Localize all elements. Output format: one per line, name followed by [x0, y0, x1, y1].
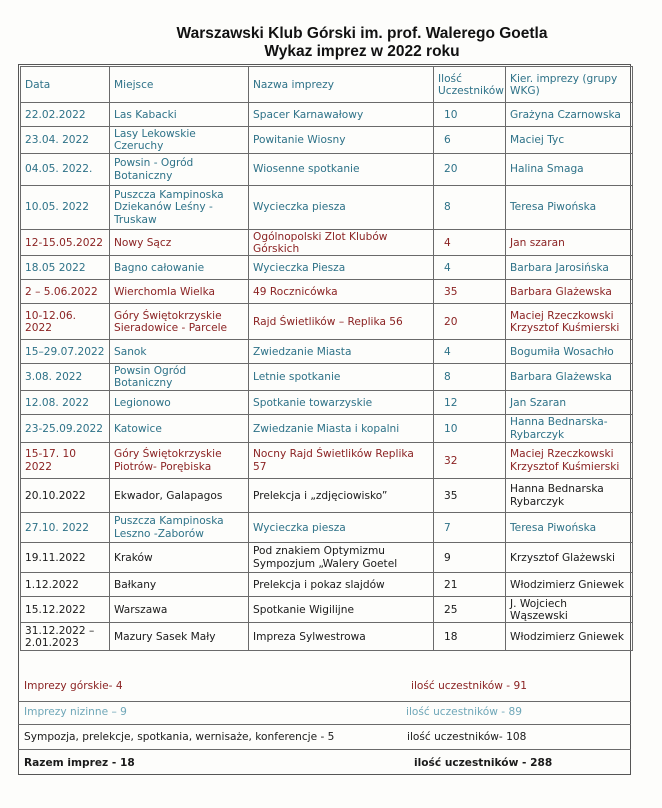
table-row: [21, 256, 633, 280]
header-leader: Kier. imprezy (grupy WKG): [506, 67, 633, 103]
event-leader: Włodzimierz Gniewek: [506, 572, 633, 596]
event-date: 1.12.2022: [21, 572, 110, 596]
table-header-row: [21, 67, 633, 103]
event-place: Góry Świętokrzyskie Piotrów- Porębiska: [110, 442, 249, 478]
event-date: 31.12.2022 – 2.01.2023: [21, 623, 110, 651]
event-date: 19.11.2022: [21, 542, 110, 572]
event-name: Rajd Świetlików – Replika 56: [249, 304, 434, 340]
event-date: 20.10.2022: [21, 478, 110, 512]
events-table: [20, 66, 633, 651]
event-name: Zwiedzanie Miasta i kopalni: [249, 414, 434, 442]
total-events-label: Razem imprez - 18: [24, 757, 135, 769]
event-leader: Halina Smaga: [506, 153, 633, 185]
event-name: Prelekcja i pokaz slajdów: [249, 572, 434, 596]
event-leader: Jan Szaran: [506, 390, 633, 414]
event-leader: Maciej Rzeczkowski Krzysztof Kuśmierski: [506, 304, 633, 340]
event-place: Góry Świętokrzyskie Sieradowice - Parcele: [110, 304, 249, 340]
event-participants: 8: [434, 185, 506, 229]
event-participants: 4: [434, 229, 506, 256]
table-row: [21, 512, 633, 542]
event-participants: 35: [434, 280, 506, 304]
table-row: [21, 185, 633, 229]
event-date: 15–29.07.2022: [21, 340, 110, 364]
summary-divider: [18, 724, 631, 725]
event-place: Powsin Ogród Botaniczny: [110, 364, 249, 391]
event-participants: 7: [434, 512, 506, 542]
mountain-participants: ilość uczestników - 91: [411, 680, 527, 692]
event-date: 10.05. 2022: [21, 185, 110, 229]
event-participants: 12: [434, 390, 506, 414]
event-place: Katowice: [110, 414, 249, 442]
table-row: [21, 542, 633, 572]
event-name: Impreza Sylwestrowa: [249, 623, 434, 651]
event-leader: Grażyna Czarnowska: [506, 103, 633, 127]
event-leader: Barbara Glażewska: [506, 364, 633, 391]
table-row: [21, 340, 633, 364]
event-leader: Teresa Piwońska: [506, 185, 633, 229]
event-leader: Jan szaran: [506, 229, 633, 256]
event-participants: 4: [434, 256, 506, 280]
mountain-events-label: Imprezy górskie- 4: [24, 680, 123, 692]
event-name: Spotkanie towarzyskie: [249, 390, 434, 414]
event-participants: 8: [434, 364, 506, 391]
table-row: [21, 414, 633, 442]
summary-divider: [18, 749, 631, 750]
event-date: 10-12.06. 2022: [21, 304, 110, 340]
event-date: 15-17. 10 2022: [21, 442, 110, 478]
table-row: [21, 153, 633, 185]
event-leader: Hanna Bednarska Rybarczyk: [506, 478, 633, 512]
document-subtitle: Wykaz imprez w 2022 roku: [264, 43, 460, 60]
event-date: 12-15.05.2022: [21, 229, 110, 256]
event-date: 27.10. 2022: [21, 512, 110, 542]
table-row: [21, 103, 633, 127]
document-title: Warszawski Klub Górski im. prof. Walerego Goetla: [176, 25, 548, 42]
event-participants: 35: [434, 478, 506, 512]
event-name: Spotkanie Wigilijne: [249, 596, 434, 623]
event-name: Letnie spotkanie: [249, 364, 434, 391]
event-place: Legionowo: [110, 390, 249, 414]
header-date: Data: [21, 67, 110, 103]
event-date: 2 – 5.06.2022: [21, 280, 110, 304]
header-count: Ilość Uczestników: [434, 67, 506, 103]
header-name: Nazwa imprezy: [249, 67, 434, 103]
lowland-participants: ilość uczestników - 89: [406, 706, 522, 718]
event-leader: Teresa Piwońska: [506, 512, 633, 542]
event-name: Wycieczka piesza: [249, 185, 434, 229]
event-leader: Barbara Jarosińska: [506, 256, 633, 280]
event-date: 15.12.2022: [21, 596, 110, 623]
event-leader: Barbara Glażewska: [506, 280, 633, 304]
table-row: [21, 390, 633, 414]
event-participants: 21: [434, 572, 506, 596]
other-events-label: Sympozja, prelekcje, spotkania, wernisaże, konferencje - 5: [24, 731, 335, 743]
event-participants: 32: [434, 442, 506, 478]
event-participants: 6: [434, 127, 506, 154]
table-row: [21, 229, 633, 256]
event-place: Ekwador, Galapagos: [110, 478, 249, 512]
event-participants: 10: [434, 103, 506, 127]
event-date: 04.05. 2022.: [21, 153, 110, 185]
event-place: Lasy Lekowskie Czeruchy: [110, 127, 249, 154]
event-place: Las Kabacki: [110, 103, 249, 127]
event-place: Sanok: [110, 340, 249, 364]
event-participants: 4: [434, 340, 506, 364]
event-name: Prelekcja i „zdjęciowisko”: [249, 478, 434, 512]
event-place: Kraków: [110, 542, 249, 572]
event-place: Bałkany: [110, 572, 249, 596]
event-date: 18.05 2022: [21, 256, 110, 280]
event-participants: 18: [434, 623, 506, 651]
event-name: Powitanie Wiosny: [249, 127, 434, 154]
table-row: [21, 280, 633, 304]
event-place: Nowy Sącz: [110, 229, 249, 256]
table-row: [21, 478, 633, 512]
event-place: Puszcza Kampinoska Dziekanów Leśny - Truskaw: [110, 185, 249, 229]
table-row: [21, 304, 633, 340]
table-row: [21, 572, 633, 596]
event-name: Ogólnopolski Zlot Klubów Górskich: [249, 229, 434, 256]
event-place: Warszawa: [110, 596, 249, 623]
event-leader: J. Wojciech Wąszewski: [506, 596, 633, 623]
event-participants: 9: [434, 542, 506, 572]
event-leader: Włodzimierz Gniewek: [506, 623, 633, 651]
event-participants: 20: [434, 304, 506, 340]
event-date: 23-25.09.2022: [21, 414, 110, 442]
event-name: Spacer Karnawałowy: [249, 103, 434, 127]
header-place: Miejsce: [110, 67, 249, 103]
event-leader: Krzysztof Glażewski: [506, 542, 633, 572]
event-place: Puszcza Kampinoska Leszno -Zaborów: [110, 512, 249, 542]
event-date: 3.08. 2022: [21, 364, 110, 391]
event-name: Zwiedzanie Miasta: [249, 340, 434, 364]
lowland-events-label: Imprezy nizinne – 9: [24, 706, 127, 718]
event-date: 12.08. 2022: [21, 390, 110, 414]
event-name: Pod znakiem Optymizmu Sympozjum „Walery Goetel: [249, 542, 434, 572]
table-row: [21, 127, 633, 154]
event-place: Bagno całowanie: [110, 256, 249, 280]
event-leader: Hanna Bednarska-Rybarczyk: [506, 414, 633, 442]
other-participants: ilość uczestników- 108: [407, 731, 527, 743]
event-date: 22.02.2022: [21, 103, 110, 127]
event-date: 23.04. 2022: [21, 127, 110, 154]
event-leader: Bogumiła Wosachło: [506, 340, 633, 364]
event-place: Powsin - Ogród Botaniczny: [110, 153, 249, 185]
table-row: [21, 623, 633, 651]
summary-divider: [18, 701, 631, 702]
event-leader: Maciej Tyc: [506, 127, 633, 154]
total-participants: ilość uczestników - 288: [414, 757, 553, 769]
event-participants: 20: [434, 153, 506, 185]
event-name: 49 Rocznicówka: [249, 280, 434, 304]
event-name: Wycieczka Piesza: [249, 256, 434, 280]
table-row: [21, 364, 633, 391]
event-name: Wycieczka piesza: [249, 512, 434, 542]
table-row: [21, 596, 633, 623]
event-name: Nocny Rajd Świetlików Replika 57: [249, 442, 434, 478]
event-participants: 10: [434, 414, 506, 442]
event-name: Wiosenne spotkanie: [249, 153, 434, 185]
event-leader: Maciej Rzeczkowski Krzysztof Kuśmierski: [506, 442, 633, 478]
event-place: Wierchomla Wielka: [110, 280, 249, 304]
table-row: [21, 442, 633, 478]
event-participants: 25: [434, 596, 506, 623]
event-place: Mazury Sasek Mały: [110, 623, 249, 651]
